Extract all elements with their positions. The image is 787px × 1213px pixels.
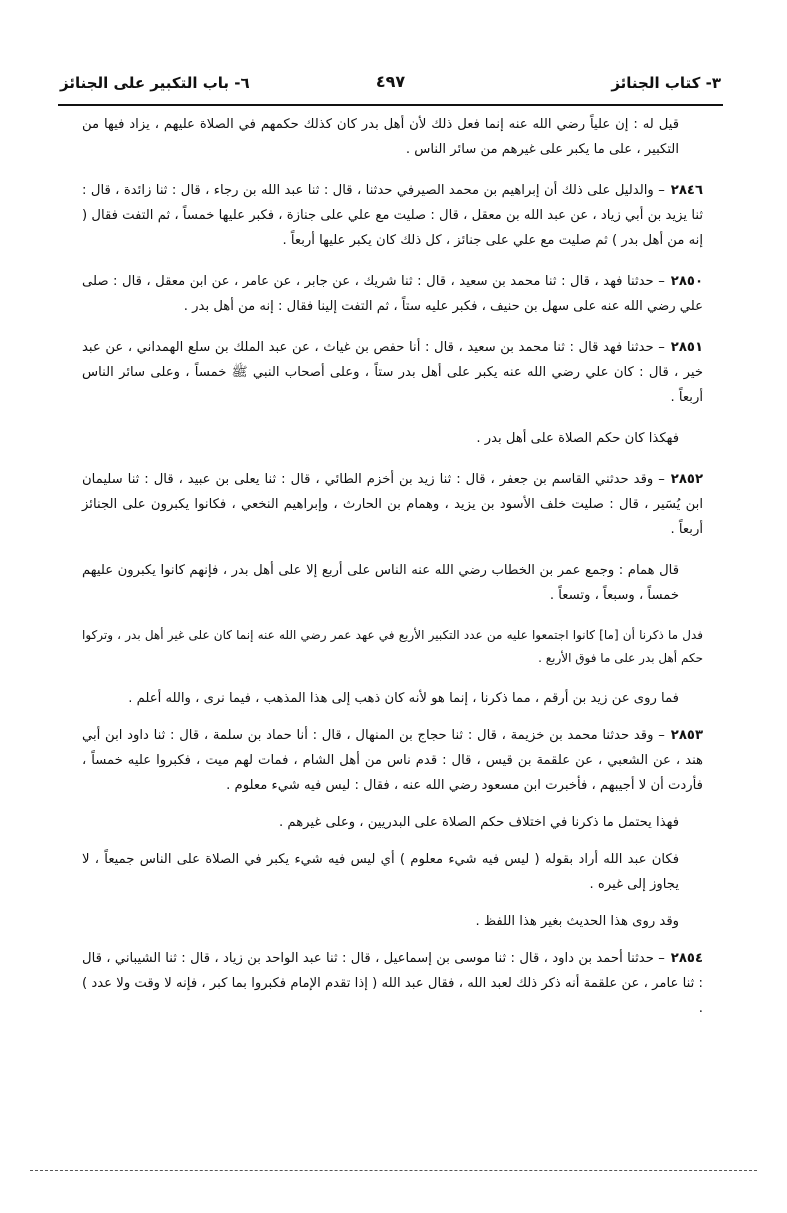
paragraph <box>82 624 703 670</box>
hadith-number: ٢٨٥٣ <box>670 728 703 743</box>
chapter-title: ٦- باب التكبير على الجنائز <box>60 74 250 92</box>
page-number: ٤٩٧ <box>375 72 406 91</box>
paragraph-text: قيل له : إن علياً رضي الله عنه إنما فعل ذلك لأن أهل بدر كان كذلك حكمهم في الصلاة عليهم ، يزاد فيها من التكبير ، على ما يكبر على غيرهم من سائر الناس . <box>82 117 679 157</box>
paragraph-text: – حدثنا فهد ، قال : ثنا محمد بن سعيد ، قال : ثنا شريك ، عن جابر ، عن عامر ، عن ابن معقل ، قال : صلى علي رضي الله عنه على سهل بن حنيف ، فكبر عليه ستاً ، ثم التفت إلينا فقال : إنه من أهل بدر . <box>82 274 703 314</box>
running-header <box>60 64 721 104</box>
hadith-paragraph <box>82 723 703 798</box>
paragraph-text: وقد روى هذا الحديث بغير هذا اللفظ . <box>475 914 679 929</box>
paragraph <box>82 909 703 934</box>
hadith-number: ٢٨٤٦ <box>670 183 703 198</box>
hadith-paragraph <box>82 467 703 542</box>
page-body <box>82 112 703 1021</box>
book-section-title: ٣- كتاب الجنائز <box>611 74 721 92</box>
paragraph <box>82 810 703 835</box>
paragraph <box>82 686 703 711</box>
paragraph-text: – حدثنا أحمد بن داود ، قال : ثنا موسى بن إسماعيل ، قال : ثنا عبد الواحد بن زياد ، قال : ثنا الشيباني ، قال : ثنا عامر ، عن علقمة أنه ذكر ذلك لعبد الله ، فقال عبد الله ( إذا تقدم الإمام فكبروا بما كبر ، فإنه لا وقت ولا عدد ) . <box>82 951 703 1016</box>
paragraph-text: فدل ما ذكرنا أن [ما] كانوا اجتمعوا عليه من عدد التكبير الأربع في عهد عمر رضي الله عنه إنما كان على غير أهل بدر ، وتركوا حكم أهل بدر على ما فوق الأربع . <box>82 628 703 665</box>
hadith-number: ٢٨٥٢ <box>670 472 703 487</box>
paragraph-text: – وقد حدثني القاسم بن جعفر ، قال : ثنا زيد بن أخزم الطائي ، قال : ثنا يعلى بن عبيد ، قال : ثنا سليمان ابن يُسَير ، قال : صليت خلف الأسود بن يزيد ، وهمام بن الحارث ، وإبراهيم النخعي ، فكانوا يكبرون على الجنائز أربعاً . <box>82 472 703 537</box>
paragraph-text: – والدليل على ذلك أن إبراهيم بن محمد الصيرفي حدثنا ، قال : ثنا عبد الله بن رجاء ، قال : ثنا زائدة ، قال : ثنا يزيد بن أبي زياد ، عن عبد الله بن معقل ، قال : صليت مع علي على جنازة ، فكبر عليها خمساً ، ثم التفت فقال ( إنه من أهل بدر ) ثم صليت مع علي على جنائز ، كل ذلك كان يكبر عليها أربعاً . <box>82 183 703 248</box>
hadith-number: ٢٨٥٠ <box>670 274 703 289</box>
paragraph-text: فما روى عن زيد بن أرقم ، مما ذكرنا ، إنما هو لأنه كان ذهب إلى هذا المذهب ، فيما نرى ، والله أعلم . <box>128 691 679 706</box>
paragraph-text: فهكذا كان حكم الصلاة على أهل بدر . <box>476 431 679 446</box>
hadith-paragraph <box>82 178 703 253</box>
paragraph-text: قال همام : وجمع عمر بن الخطاب رضي الله عنه الناس على أربع إلا على أهل بدر ، فإنهم كانوا يكبرون عليهم خمساً ، وسبعاً ، وتسعاً . <box>82 563 679 603</box>
paragraph-text: – وقد حدثنا محمد بن خزيمة ، قال : ثنا حجاج بن المنهال ، قال : أنا حماد بن سلمة ، قال : ثنا داود ابن أبي هند ، عن الشعبي ، عن علقمة بن قيس ، قال : قدم ناس من أهل الشام ، فمات لهم ميت ، فكبروا عليه خمساً ، فأردت أن لا أجيبهم ، فأخبرت ابن مسعود رضي الله عنه ، فقال : ليس فيه شيء معلوم . <box>82 728 703 793</box>
paragraph-text: فكان عبد الله أراد بقوله ( ليس فيه شيء معلوم ) أي ليس فيه شيء يكبر في الصلاة على الناس جميعاً ، لا يجاوز إلى غيره . <box>82 852 679 892</box>
paragraph <box>82 112 703 162</box>
paragraph <box>82 426 703 451</box>
paragraph-text: فهذا يحتمل ما ذكرنا في اختلاف حكم الصلاة على البدريين ، وعلى غيرهم . <box>279 815 679 830</box>
hadith-paragraph <box>82 335 703 410</box>
hadith-paragraph <box>82 946 703 1021</box>
hadith-number: ٢٨٥١ <box>670 340 703 355</box>
paragraph <box>82 847 703 897</box>
footer-divider <box>30 1170 757 1171</box>
hadith-number: ٢٨٥٤ <box>670 951 703 966</box>
header-divider <box>58 104 723 106</box>
paragraph-text: – حدثنا فهد قال : ثنا محمد بن سعيد ، قال : أنا حفص بن غياث ، عن عبد الملك بن سلع الهمداني ، عن عبد خير ، قال : كان علي رضي الله عنه يكبر على أهل بدر ستاً ، وعلى أصحاب النبي ﷺ خمساً ، وعلى سائر الناس أربعاً . <box>82 340 703 405</box>
hadith-paragraph <box>82 269 703 319</box>
paragraph <box>82 558 703 608</box>
